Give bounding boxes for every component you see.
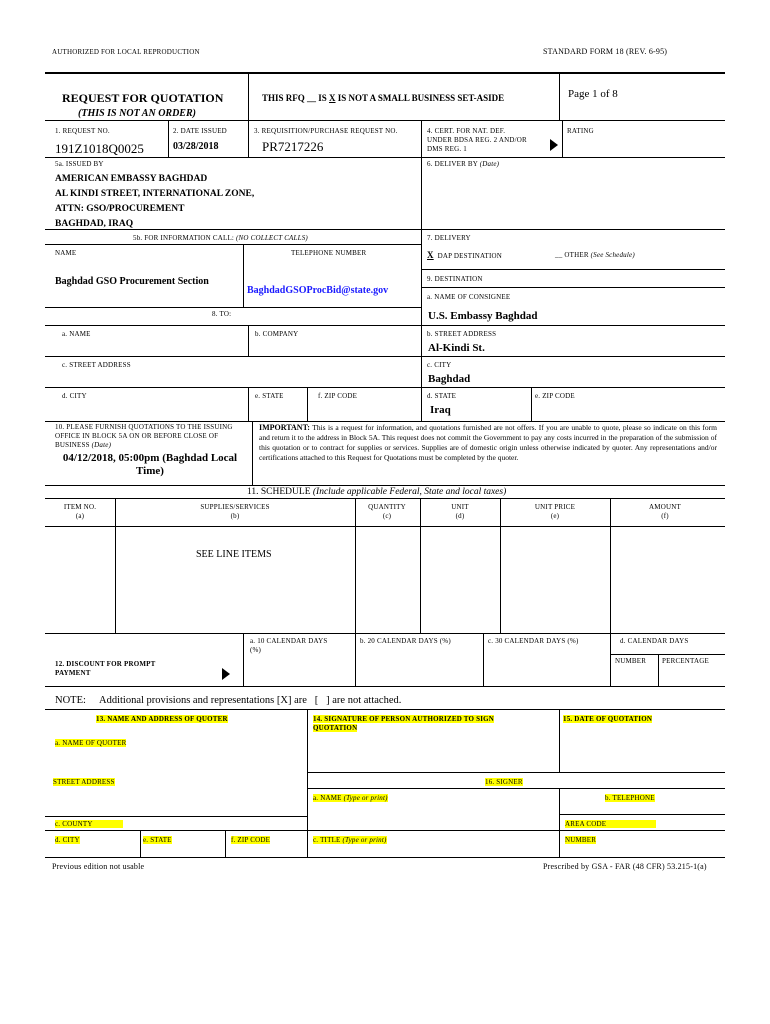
to-company-label: b. COMPANY [255,330,299,338]
quoter-state-label: e. STATE [143,836,172,844]
zip-label: e. ZIP CODE [535,392,575,400]
state-value: Iraq [430,404,451,416]
header-left: AUTHORIZED FOR LOCAL REPRODUCTION [52,48,200,56]
discount-30: c. 30 CALENDAR DAYS (%) [488,637,579,645]
requisition-label: 3. REQUISITION/PURCHASE REQUEST NO. [254,127,398,135]
quoter-street-label: STREET ADDRESS [53,778,115,786]
info-name-label: NAME [55,249,77,257]
signer-telephone-label: b. TELEPHONE [605,794,655,802]
area-code-label: AREA CODE [565,820,656,829]
other-option: __ OTHER (See Schedule) [555,251,635,259]
col-quantity: QUANTITY (c) [368,503,406,520]
col-unit: UNIT (d) [451,503,469,520]
footer-right: Prescribed by GSA - FAR (48 CFR) 53.215-1(a) [543,862,707,871]
col-item-no: ITEM NO. (a) [63,503,97,520]
request-no-label: 1. REQUEST NO. [55,127,110,135]
info-call-label: 5b. FOR INFORMATION CALL: (NO COLLECT CALLS) [133,234,308,242]
requisition-no: PR7217226 [262,139,324,154]
quote-deadline-label: 10. PLEASE FURNISH QUOTATIONS TO THE ISSUING OFFICE IN BLOCK 5A ON OR BEFORE CLOSE OF BUSINESS (Date) [55,423,233,449]
frame-top [45,72,725,74]
quoter-city-label: d. CITY [55,836,80,844]
info-name: Baghdad GSO Procurement Section [55,276,209,287]
signature-label: 14. SIGNATURE OF PERSON AUTHORIZED TO SIGN QUOTATION [313,715,495,732]
cert-label: 4. CERT. FOR NAT. DEF. UNDER BDSA REG. 2 AND/OR DMS REG. 1 [427,127,527,153]
set-aside-line: THIS RFQ __ IS X IS NOT A SMALL BUSINESS SET-ASIDE [262,93,505,103]
discount-days: d. CALENDAR DAYS [620,637,689,645]
footer-left: Previous edition not usable [52,862,145,871]
city-label: c. CITY [427,361,452,369]
note-text: Additional provisions and representations [X] are [ ] are not attached. [99,695,402,706]
to-street-label: c. STREET ADDRESS [62,361,131,369]
destination-label: 9. DESTINATION [427,275,483,283]
quotation-date-label: 15. DATE OF QUOTATION [563,715,653,723]
to-zip-label: f. ZIP CODE [318,392,358,400]
rating-label: RATING [567,127,594,135]
col-amount: AMOUNT (f) [649,503,681,520]
note-label: NOTE: [55,695,86,706]
request-no: 191Z1018Q0025 [55,141,144,156]
discount-number: NUMBER [615,657,647,665]
date-issued-label: 2. DATE ISSUED [173,127,227,135]
to-city-label: d. CITY [62,392,87,400]
signer-label: 16. SIGNER [485,778,523,786]
city-value: Baghdad [428,373,471,385]
state-label: d. STATE [427,392,457,400]
col-supplies: SUPPLIES/SERVICES (b) [200,503,270,520]
schedule-title: 11. SCHEDULE (Include applicable Federal, State and local taxes) [247,487,507,497]
important-notice: IMPORTANT: This is a request for information, and quotations furnished are not offers. If you are unable to quote, please so indicate on this form and return it to the address in Block 5A. This request does not commit the Government to pay any costs incurred in the preparation of the submission of this quotation or to contract for supplies or services. Supplies are of domestic origin unless otherwise indicated by quoter. Any representations and/or certifications attached to this Request for Quotations must be completed by the quoter. [259,423,717,462]
form-title: REQUEST FOR QUOTATION [62,91,224,105]
discount-10: a. 10 CALENDAR DAYS (%) [250,637,328,654]
discount-label: 12. DISCOUNT FOR PROMPT PAYMENT [55,660,156,677]
delivery-label: 7. DELIVERY [427,234,471,242]
quoter-name-label: a. NAME OF QUOTER [55,739,127,747]
header-right: STANDARD FORM 18 (REV. 6-95) [543,47,668,56]
telephone-label: TELEPHONE NUMBER [291,249,367,257]
to-state-label: e. STATE [255,392,284,400]
form-subtitle: (THIS IS NOT AN ORDER) [78,108,196,119]
signer-title-label: c. TITLE (Type or print) [313,836,387,844]
deliver-by-label: 6. DELIVER BY (Date) [427,160,500,168]
to-label: 8. TO: [212,310,232,318]
page-number: Page 1 of 8 [568,88,618,100]
discount-percentage: PERCENTAGE [662,657,709,665]
discount-arrow-icon [222,668,230,680]
consignee-name: U.S. Embassy Baghdad [428,310,538,322]
arrow-icon [550,139,558,151]
phone-number-label: NUMBER [565,836,597,844]
signer-name-label: a. NAME (Type or print) [313,794,388,802]
issued-by-address: AMERICAN EMBASSY BAGHDAD AL KINDI STREET, INTERNATIONAL ZONE, ATTN: GSO/PROCUREMENT BAGHDAD, IRAQ [55,174,255,229]
quoter-zip-label: f. ZIP CODE [231,836,271,844]
contact-email-link[interactable]: BaghdadGSOProcBid@state.gov [247,285,389,296]
quoter-county-label: c. COUNTY [55,820,123,829]
see-line-items: SEE LINE ITEMS [196,549,272,560]
quoter-name-address-label: 13. NAME AND ADDRESS OF QUOTER [96,715,228,723]
issued-by-label: 5a. ISSUED BY [55,160,104,168]
consignee-label: a. NAME OF CONSIGNEE [427,293,511,301]
discount-20: b. 20 CALENDAR DAYS (%) [360,637,451,645]
quote-deadline: 04/12/2018, 05:00pm (Baghdad Local Time) [62,452,238,477]
dap-option: X DAP DESTINATION [427,250,502,260]
col-unit-price: UNIT PRICE (e) [534,503,576,520]
date-issued: 03/28/2018 [173,141,219,152]
street-value: Al-Kindi St. [428,342,485,354]
street-label: b. STREET ADDRESS [427,330,497,338]
to-name-label: a. NAME [62,330,91,338]
